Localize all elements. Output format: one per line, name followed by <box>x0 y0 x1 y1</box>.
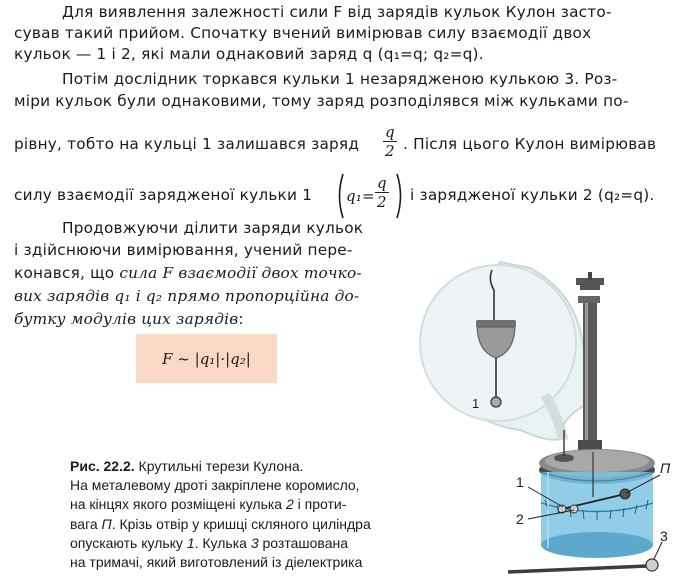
caption-text: . Кулька <box>194 534 251 551</box>
label-ball-1: 1 <box>516 474 524 490</box>
caption-text-italic: П <box>101 515 112 532</box>
caption-text: Крутильні терези Кулона. <box>134 458 304 474</box>
text-line: Продовжуючи ділити заряди кульок <box>62 219 364 237</box>
text-span-italic: бутку модулів цих зарядів <box>14 310 239 328</box>
caption-text: на кінцях якого розміщені кулька <box>70 496 286 513</box>
caption-text: опускають кульку <box>70 534 187 551</box>
text-line: і здійснюючи вимірювання, учений пере- <box>14 241 353 259</box>
text-line: вих зарядів q₁ і q₂ прямо пропорційна до- <box>14 287 360 305</box>
glass-cylinder <box>541 472 653 558</box>
caption-text-italic: 2 <box>285 496 294 513</box>
caption-text: вага <box>70 515 102 532</box>
caption-line: на тримачі, який виготовлений із діелектрика <box>70 554 363 571</box>
caption-line: На металевому дроті закріплене коромисло, <box>70 477 360 494</box>
caption-heading: Рис. 22.2. <box>70 458 135 474</box>
caption-line <box>70 534 400 553</box>
text-line: сував такий прийом. Спочатку вчений вимірював силу взаємодії двох <box>14 24 592 42</box>
fraction-numerator: q <box>377 174 387 192</box>
text-line: і зарядженої кульки 2 (q₂=q). <box>410 186 655 204</box>
zoom-bubble <box>420 262 587 440</box>
caption-line <box>70 457 400 476</box>
text-line: Для виявлення залежності сили F від зарядів кульок Кулон засто- <box>62 3 612 21</box>
caption-text: і проти- <box>293 496 347 513</box>
caption-text-italic: 3 <box>250 534 259 551</box>
label-ball-2: 2 <box>516 511 524 527</box>
caption-text: розташована <box>258 534 348 551</box>
caption-text: . Крізь отвір у кришці скляного циліндра <box>111 515 371 532</box>
caption-line <box>70 515 400 534</box>
text-span-italic: сила F взаємодії двох точко- <box>119 264 362 282</box>
figure-caption <box>70 457 400 572</box>
formula-text: F ~ |q₁|·|q₂| <box>162 349 251 368</box>
fraction-numerator: q <box>385 123 395 141</box>
text-line: рівну, тобто на кульці 1 залишався заряд <box>14 135 360 153</box>
text-line: силу взаємодії зарядженої кульки 1 <box>14 186 313 204</box>
text-line: кульок — 1 і 2, які мали однаковий заряд q (q₁=q; q₂=q). <box>14 45 484 63</box>
dielectric-holder <box>508 559 658 572</box>
label-ball-3: 3 <box>660 528 668 544</box>
caption-text-italic: 1 <box>186 534 195 551</box>
q1-equals: q₁= <box>346 187 375 205</box>
fraction-denominator: 2 <box>377 193 387 211</box>
text-span: : <box>238 310 244 328</box>
label-counterweight: П <box>660 460 671 476</box>
text-span: конався, що <box>14 264 120 282</box>
fraction-denominator: 2 <box>385 142 395 160</box>
bubble-ball-label: 1 <box>472 396 480 411</box>
text-line: . Після цього Кулон вимірював <box>403 135 657 153</box>
text-line: міри кульок були однаковими, тому заряд розподілявся між кульками по- <box>14 92 629 110</box>
text-line: Потім дослідник торкався кульки 1 незарядженою кулькою 3. Роз- <box>62 70 618 88</box>
caption-line <box>70 495 400 514</box>
